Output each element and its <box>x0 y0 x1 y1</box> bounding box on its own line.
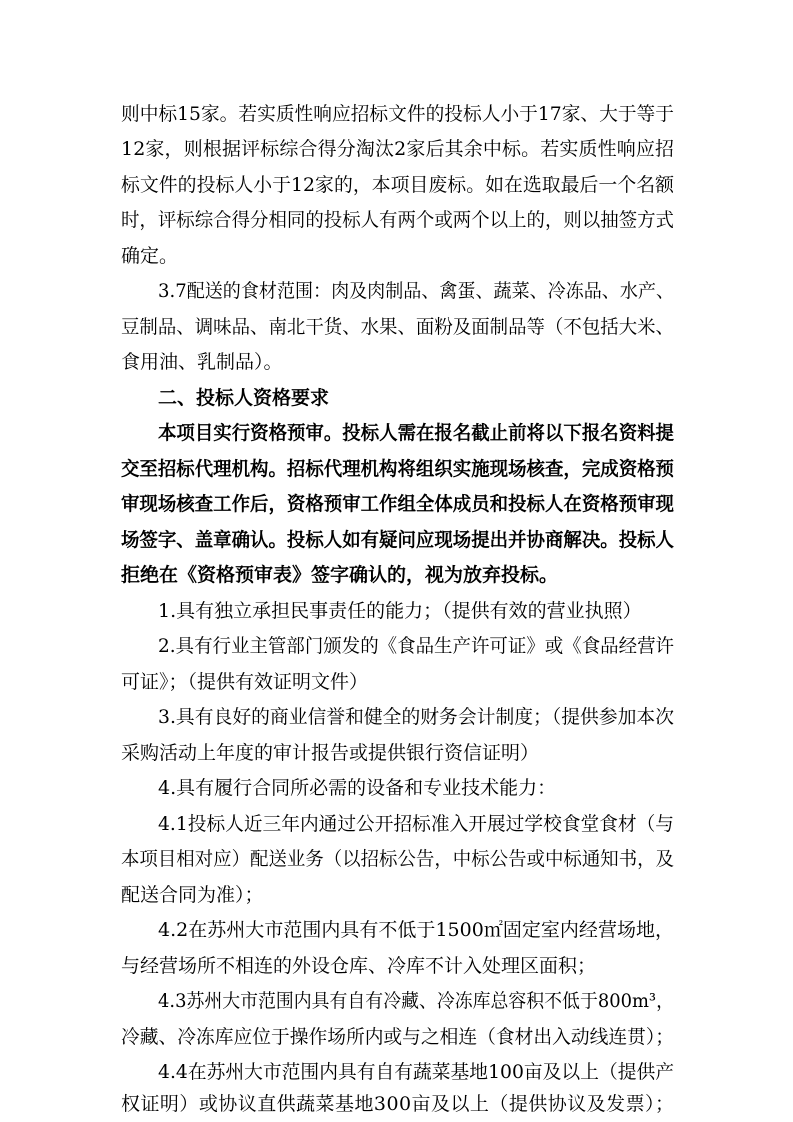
line-text: 3.具有良好的商业信誉和健全的财务会计制度；（提供参加本次 <box>158 706 674 728</box>
text-line <box>0 841 793 877</box>
line-text: 则中标15家。若实质性响应招标文件的投标人小于17家、大于等于 <box>121 103 674 125</box>
text-line <box>0 664 793 700</box>
text-line <box>0 309 793 345</box>
text-line <box>0 273 793 309</box>
text-line <box>0 806 793 842</box>
text-line <box>0 202 793 238</box>
line-text: 权证明）或协议直供蔬菜基地300亩及以上（提供协议及发票）； <box>121 1093 675 1115</box>
line-text: 2.具有行业主管部门颁发的《食品生产许可证》或《食品经营许 <box>158 635 674 657</box>
text-line <box>0 131 793 167</box>
line-text: 拒绝在《资格预审表》签字确认的，视为放弃投标。 <box>121 564 559 586</box>
text-line <box>0 948 793 984</box>
text-line <box>0 486 793 522</box>
text-line <box>0 770 793 806</box>
line-text: 4.具有履行合同所必需的设备和专业技术能力： <box>158 777 557 799</box>
line-text: 确定。 <box>121 245 179 267</box>
line-text: 4.4在苏州大市范围内具有自有蔬菜基地100亩及以上（提供产 <box>158 1061 674 1083</box>
text-line <box>0 699 793 735</box>
line-text: 场签字、盖章确认。投标人如有疑问应现场提出并协商解决。投标人 <box>121 529 674 551</box>
line-text: 12家，则根据评标综合得分淘汰2家后其余中标。若实质性响应招 <box>121 138 675 160</box>
line-text: 二、投标人资格要求 <box>158 387 330 409</box>
text-line <box>0 593 793 629</box>
line-text: 4.2在苏州大市范围内具有不低于1500㎡固定室内经营场地， <box>158 919 675 941</box>
text-line <box>0 557 793 593</box>
line-text: 3.7配送的食材范围：肉及肉制品、禽蛋、蔬菜、冷冻品、水产、 <box>158 280 674 302</box>
line-text: 交至招标代理机构。招标代理机构将组织实施现场核查，完成资格预 <box>121 458 674 480</box>
text-line <box>0 1019 793 1055</box>
text-line <box>0 344 793 380</box>
text-line <box>0 735 793 771</box>
text-line <box>0 415 793 451</box>
line-text: 冷藏、冷冻库应位于操作场所内或与之相连（食材出入动线连贯）； <box>121 1026 674 1048</box>
text-line <box>0 912 793 948</box>
text-line <box>0 451 793 487</box>
text-line <box>0 96 793 132</box>
line-text: 可证》；（提供有效证明文件） <box>121 671 369 693</box>
line-text: 采购活动上年度的审计报告或提供银行资信证明） <box>121 742 540 764</box>
text-line <box>0 877 793 913</box>
section-heading <box>0 380 793 416</box>
text-line <box>0 983 793 1019</box>
line-text: 豆制品、调味品、南北干货、水果、面粉及面制品等（不包括大米、 <box>121 316 674 338</box>
line-text: 4.3苏州大市范围内具有自有冷藏、冷冻库总容积不低于800m³， <box>158 990 674 1012</box>
text-line <box>0 1086 793 1122</box>
line-text: 审现场核查工作后，资格预审工作组全体成员和投标人在资格预审现 <box>121 493 674 515</box>
line-text: 时，评标综合得分相同的投标人有两个或两个以上的，则以抽签方式 <box>121 209 674 231</box>
line-text: 1.具有独立承担民事责任的能力；（提供有效的营业执照） <box>158 600 642 622</box>
text-line <box>0 628 793 664</box>
text-line <box>0 1054 793 1090</box>
text-line <box>0 522 793 558</box>
line-text: 食用油、乳制品）。 <box>121 351 283 373</box>
text-line <box>0 238 793 274</box>
line-text: 标文件的投标人小于12家的，本项目废标。如在选取最后一个名额 <box>121 174 674 196</box>
line-text: 配送合同为准）； <box>121 884 264 906</box>
text-line <box>0 167 793 203</box>
line-text: 4.1投标人近三年内通过公开招标准入开展过学校食堂食材（与 <box>158 813 674 835</box>
line-text: 本项目实行资格预审。投标人需在报名截止前将以下报名资料提 <box>158 422 674 444</box>
line-text: 本项目相对应）配送业务（以招标公告，中标公告或中标通知书，及 <box>121 848 674 870</box>
line-text: 与经营场所不相连的外设仓库、冷库不计入处理区面积； <box>121 955 597 977</box>
